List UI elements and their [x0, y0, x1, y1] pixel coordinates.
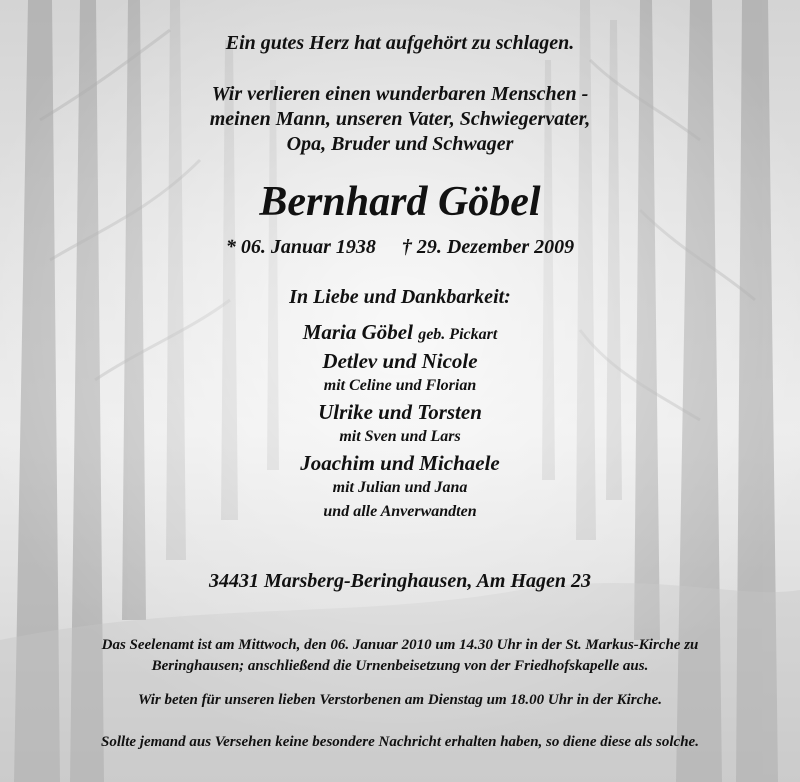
family-couple-3: Joachim und Michaele [300, 451, 500, 475]
spouse-line [0, 320, 800, 345]
deceased-name: Bernhard Göbel [259, 179, 541, 225]
family-children-3: mit Julian und Jana [332, 479, 468, 496]
spouse-maiden-name: geb. Pickart [418, 326, 498, 343]
loss-line-2: meinen Mann, unseren Vater, Schwiegervater, [209, 108, 591, 130]
relatives-line: und alle Anverwandten [323, 503, 477, 520]
address-line: 34431 Marsberg-Beringhausen, Am Hagen 23 [208, 570, 592, 592]
service-line-2: Beringhausen; anschließend die Urnenbeisetzung von der Friedhofskapelle aus. [151, 658, 649, 674]
loss-line-3: Opa, Bruder und Schwager [286, 133, 514, 155]
family-children-2: mit Sven und Lars [339, 428, 461, 445]
family-children-1: mit Celine und Florian [323, 377, 477, 394]
spouse-name: Maria Göbel [302, 320, 413, 344]
mourners-heading: In Liebe und Dankbarkeit: [289, 286, 511, 308]
loss-line-1: Wir verlieren einen wunderbaren Menschen - [211, 83, 589, 105]
life-dates [0, 236, 800, 259]
service-line-1: Das Seelenamt ist am Mittwoch, den 06. Januar 2010 um 14.30 Uhr in der St. Markus-Kirche zu [101, 637, 699, 653]
prayer-line: Wir beten für unseren lieben Verstorbenen am Dienstag um 18.00 Uhr in der Kirche. [137, 692, 663, 708]
closing-line: Sollte jemand aus Versehen keine besondere Nachricht erhalten haben, so diene diese als solche. [101, 734, 699, 750]
birth-date: * 06. Januar 1938 [225, 236, 376, 258]
intro-line: Ein gutes Herz hat aufgehört zu schlagen. [225, 32, 575, 54]
family-couple-2: Ulrike und Torsten [318, 400, 482, 424]
death-date: † 29. Dezember 2009 [401, 236, 575, 258]
family-couple-1: Detlev und Nicole [322, 349, 478, 373]
